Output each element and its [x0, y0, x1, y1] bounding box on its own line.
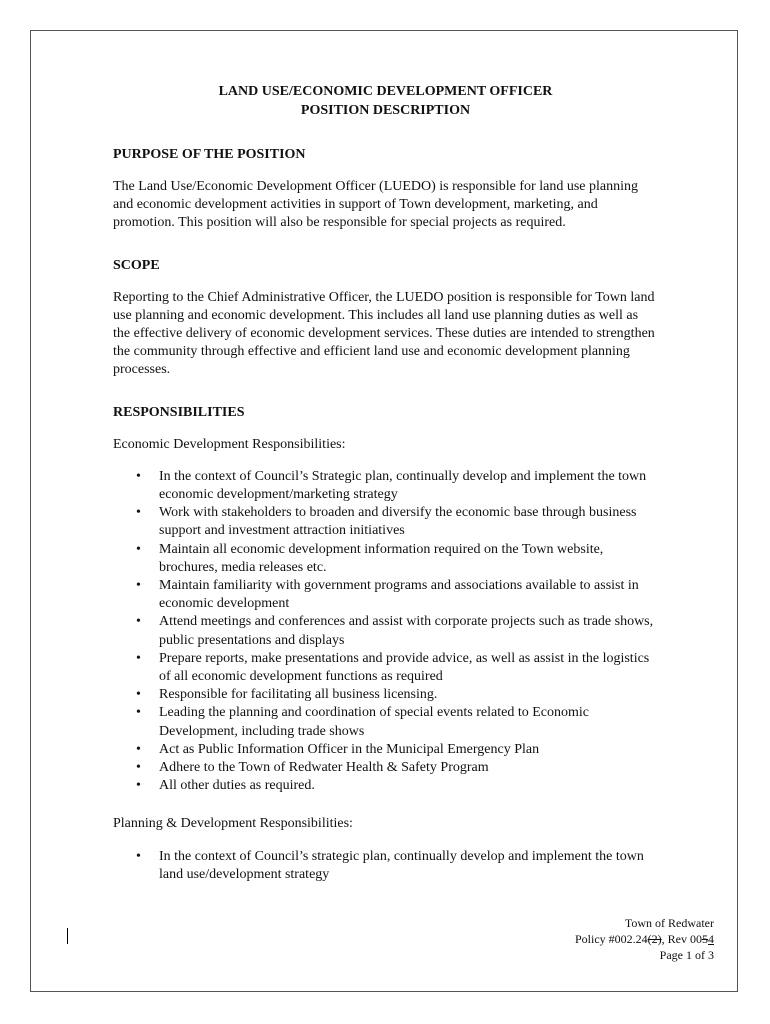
- purpose-heading: PURPOSE OF THE POSITION: [113, 147, 306, 162]
- revision-change-bar: [67, 928, 68, 944]
- list-item: • Prepare reports, make presentations and provide advice, as well as assist in the logistics of all economic development functions as required: [159, 650, 658, 686]
- document-title: [113, 82, 658, 120]
- list-item: • Work with stakeholders to broaden and diversify the economic base through business support and investment attraction initiatives: [159, 504, 658, 540]
- planning-subheading: Planning & Development Responsibilities:: [113, 816, 353, 832]
- list-item: • Act as Public Information Officer in the Municipal Emergency Plan: [159, 741, 658, 759]
- list-item: • Maintain familiarity with government programs and associations available to assist in economic development: [159, 577, 658, 613]
- list-item: • Responsible for facilitating all business licensing.: [159, 686, 658, 704]
- list-item: • Maintain all economic development information required on the Town website, brochures, media releases etc.: [159, 541, 658, 577]
- list-item: • In the context of Council’s strategic plan, continually develop and implement the town land use/development strategy: [159, 848, 658, 884]
- title-line-1: LAND USE/ECONOMIC DEVELOPMENT OFFICER: [218, 84, 553, 99]
- policy-prefix: Policy #002.24: [574, 932, 648, 946]
- responsibilities-heading: RESPONSIBILITIES: [113, 404, 245, 420]
- economic-subheading: Economic Development Responsibilities:: [113, 436, 346, 452]
- footer-org: Town of Redwater: [624, 916, 714, 930]
- list-item: • All other duties as required.: [159, 777, 658, 795]
- scope-text: Reporting to the Chief Administrative Officer, the LUEDO position is responsible for Town land use planning and economic development. This includes all land use planning duties as well as the effective delivery of economic development services. These duties are intended to strengthen the community through effective and efficient land use and economic development planning processes.: [113, 289, 655, 378]
- policy-middle: , Rev 00: [661, 932, 702, 946]
- purpose-text: The Land Use/Economic Development Officer (LUEDO) is responsible for land use planning and economic development activities in support of Town development, marketing, and promotion. This position will also be responsible for special projects as required.: [113, 179, 638, 231]
- footer-policy: [575, 931, 714, 947]
- document-body: [113, 82, 658, 884]
- list-item: • Adhere to the Town of Redwater Health & Safety Program: [159, 759, 658, 777]
- title-line-2: POSITION DESCRIPTION: [300, 103, 471, 118]
- list-item: • Leading the planning and coordination of special events related to Economic Development, including trade shows: [159, 704, 658, 740]
- page-footer: [575, 915, 714, 963]
- policy-struck-text: (2): [647, 932, 662, 946]
- footer-page-number: Page 1 of 3: [659, 948, 714, 962]
- economic-list: [113, 468, 658, 796]
- list-item: • In the context of Council’s Strategic plan, continually develop and implement the town economic development/marketing strategy: [159, 468, 658, 504]
- policy-inserted-rev: 4: [708, 932, 714, 946]
- policy-struck-rev: 5: [702, 932, 708, 946]
- list-item: • Attend meetings and conferences and assist with corporate projects such as trade shows, public presentations and displays: [159, 613, 658, 649]
- planning-list: [113, 848, 658, 884]
- scope-heading: SCOPE: [113, 257, 160, 273]
